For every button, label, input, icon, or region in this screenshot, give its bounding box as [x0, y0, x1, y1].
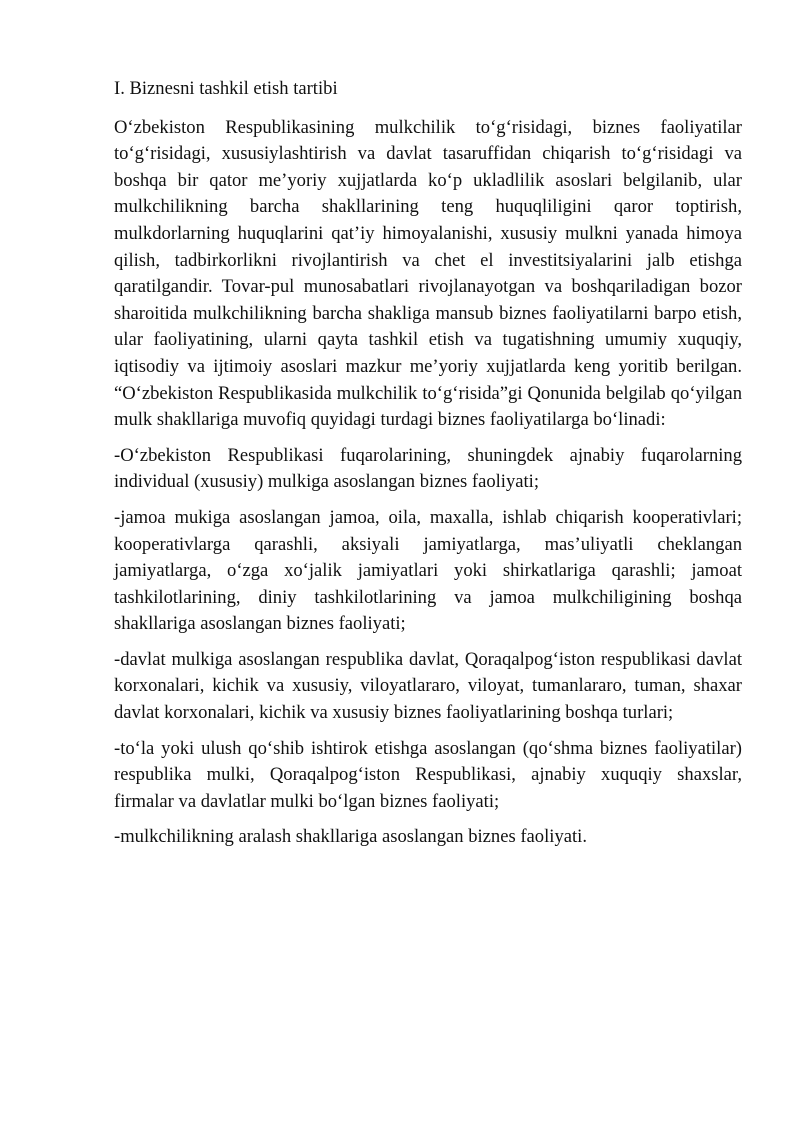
list-item-collective-ownership: -jamoa mukiga asoslangan jamoa, oila, maxalla, ishlab chiqarish kooperativlari; kooperativlarga qarashli, aksiyali jamiyatlarga, mas’uliyatli cheklangan jamiyatlarga, o‘zga xo‘jalik jamiyatlari yoki shirkatlariga qarashli; jamoat tashkilotlarining, diniy tashkilotlarining va jamoa mulkchiligining boshqa shakllariga asoslangan biznes faoliyati; [114, 506, 742, 635]
document-page [114, 76, 742, 860]
list-item-individual-ownership: -O‘zbekiston Respublikasi fuqarolarining, shuningdek ajnabiy fuqarolarning individual (xususiy) mulkiga asoslangan biznes faoliyati; [114, 444, 742, 493]
section-heading: I. Biznesni tashkil etish tartibi [114, 78, 338, 99]
paragraph-intro: O‘zbekiston Respublikasining mulkchilik to‘g‘risidagi, biznes faoliyatilar to‘g‘risidagi, xususiylashtirish va davlat tasaruffidan chiqarish to‘g‘risidagi va boshqa bir qator me’yoriy xujjatlarda ko‘p ukladlilik asoslari belgilanib, ular mulkchilikning barcha shakllarining teng huquqliligini qaror toptirish, mulkdorlarning huquqlarini qat’iy himoyalanishi, xususiy mulkni yanada himoya qilish, tadbirkorlikni rivojlantirish va chet el investitsiyalarini jalb etishga qaratilgandir. Tovar-pul munosabatlari rivojlanayotgan va boshqariladigan bozor sharoitida mulkchilikning barcha shakliga mansub biznes faoliyatilarni barpo etish, ular faoliyatining, ularni qayta tashkil etish va tugatishning umumiy xuquqiy, iqtisodiy va ijtimoiy asoslari mazkur me’yoriy xujjatlarda keng yoritib berilgan. “O‘zbekiston Respublikasida mulkchilik to‘g‘risida”gi Qonunida belgilab qo‘yilgan mulk shakllariga muvofiq quyidagi turdagi biznes faoliyatilarga bo‘linadi: [114, 116, 742, 431]
list-item-joint-ventures: -to‘la yoki ulush qo‘shib ishtirok etishga asoslangan (qo‘shma biznes faoliyatilar) respublika mulki, Qoraqalpog‘iston Respublikasi, ajnabiy xuquqiy shaxslar, firmalar va davlatlar mulki bo‘lgan biznes faoliyati; [114, 737, 742, 812]
list-item-state-ownership: -davlat mulkiga asoslangan respublika davlat, Qoraqalpog‘iston respublikasi davlat korxonalari, kichik va xususiy, viloyatlararo, viloyat, tumanlararo, tuman, shaxar davlat korxonalari, kichik va xususiy biznes faoliyatlarining boshqa turlari; [114, 648, 742, 724]
list-item-mixed-ownership: -mulkchilikning aralash shakllariga asoslangan biznes faoliyati. [114, 826, 587, 848]
